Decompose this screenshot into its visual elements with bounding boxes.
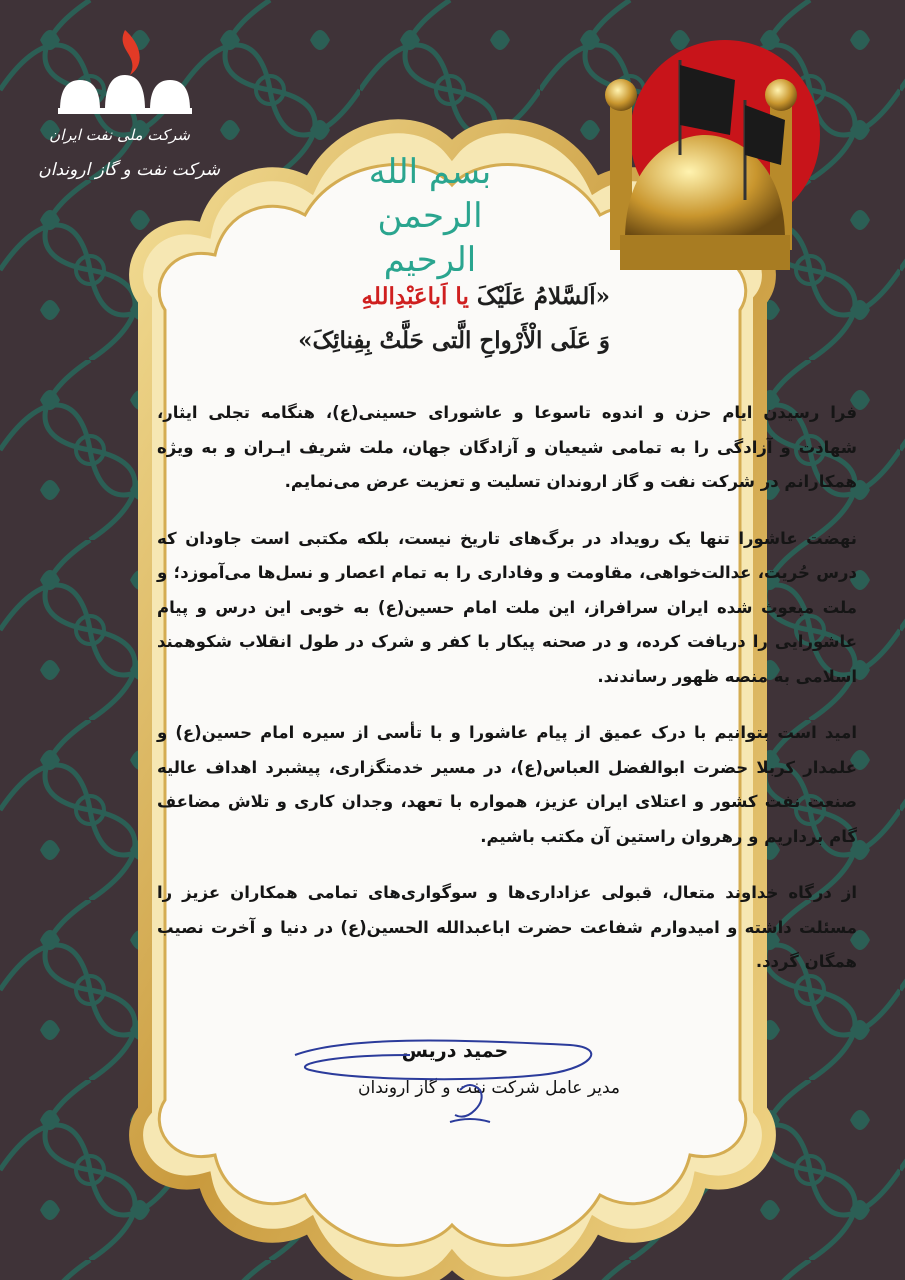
company-logo (30, 20, 220, 195)
logo-text-nioc: شرکت ملی نفت ایران (49, 126, 190, 144)
signer-name: حمید دریس (401, 1040, 509, 1062)
signature-block (290, 1030, 620, 1130)
signer-title: مدیر عامل شرکت نفت و گاز اروندان (358, 1078, 620, 1098)
basmala-calligraphy (340, 150, 520, 280)
greeting-line-2: وَ عَلَی الْأَرْواحِ الَّتی حَلَّتْ بِفِنائِکَ» (298, 327, 610, 354)
nioc-flame-logo-icon (30, 20, 220, 125)
handwritten-signature (290, 1030, 620, 1130)
greeting-line-1-part-1: «اَلسَّلامُ عَلَیْکَ (476, 283, 610, 310)
basmala-line-2: الرحمن الرحیم (377, 196, 483, 280)
paragraph-3: امید است بتوانیم با درک عمیق از پیام عاشورا و با تأسی از سیره امام حسین(ع) و علمدار کربلا حضرت ابوالفضل العباس(ع)، در مسیر خدمتگزاری، پیشبرد اهداف عالیه صنعت نفت کشور و اعتلای ایران عزیز، همواره با تعهد، وجدان کاری و تلاش مضاعف گام برداریم و رهروان راستین آن مکتب باشیم. (157, 723, 857, 846)
shrine-dome-icon (585, 40, 825, 290)
paragraph-1: فرا رسیدن ایام حزن و اندوه تاسوعا و عاشورای حسینی(ع)، هنگامه تجلی ایثار، شهادت و آزادگی را به تمامی شیعیان و آزادگان جهان، ملت شریف ایـران و به ویژه همکارانم در شرکت نفت و گاز اروندان تسلیت و تعزیت عرض می‌نمایم. (157, 403, 857, 491)
greeting-line-1 (140, 283, 610, 310)
logo-text-arvandan: شرکت نفت و گاز اروندان (38, 160, 220, 180)
paragraph-4: از درگاه خداوند متعال، قبولی عزاداری‌ها و سوگواری‌های تمامی همکاران عزیز را مسئلت داشته و امیدوارم شفاعت حضرت اباعبدالله الحسین(ع) در دنیا و آخرت نصیب همگان گردد. (157, 883, 857, 971)
paragraph-2: نهضت عاشورا تنها یک رویداد در برگ‌های تاریخ نیست، بلکه مکتبی است جاودان که درس حُریت، عدالت‌خواهی، مقاومت و وفاداری را به تمام اعصار و نسل‌ها می‌آموزد؛ و ملت مبعوث شده ایران سرافراز، این ملت امام حسین(ع) به خوبی این درس و پیام عاشورایی را دریافت کرده، و در صحنه پیکار با کفر و شرک در طول انقلاب شکوهمند اسلامی به منصه ظهور رساندند. (157, 528, 857, 686)
message-body (157, 396, 857, 1036)
basmala-line-1: بسم الله (368, 152, 492, 192)
greeting-line-1-part-2: یا اَباعَبْدِاللهِ (361, 283, 469, 310)
